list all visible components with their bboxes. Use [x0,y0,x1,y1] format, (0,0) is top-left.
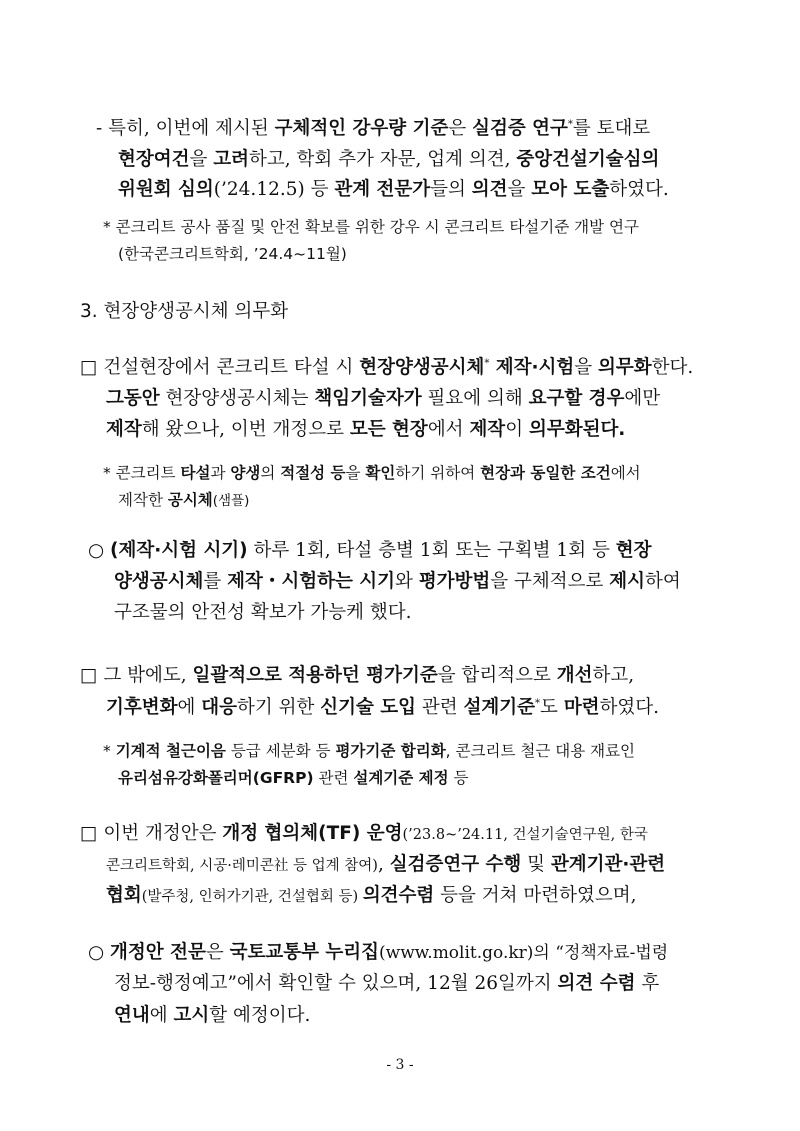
text-bold: (제작·시험 시기) [110,540,248,561]
text-bold: 국토교통부 누리집 [229,942,380,963]
text: 등을 거쳐 마련하였으며, [434,885,637,906]
para5-line3 [106,884,637,909]
text-bold: 관계기관·관련 [550,854,666,875]
text: 를 [203,571,228,592]
para4-footnote-line1 [103,740,635,762]
text-bold: 모아 도출 [531,179,610,200]
text-bold: 연내 [114,1005,150,1026]
bullet: ○ [88,540,111,561]
text-bold: 기계적 철근이음 [115,742,226,760]
text-bold: 요구할 경우 [528,388,625,409]
text: 을 합리적으로 [437,665,557,686]
text: 등급 세분화 등 [225,742,336,760]
text: 필요에 의해 [421,388,529,409]
text: , [377,854,390,875]
para1-line1 [96,117,650,141]
text: 도 [540,697,564,718]
text-bold: 확인 [365,464,396,482]
para2-line2 [106,387,660,411]
text: 하기 위하여 [395,464,481,482]
text: 하였다. [609,179,669,200]
text: 하기 위한 [237,697,321,718]
text-bold: 의견 [471,179,508,200]
text: 관련 [416,697,464,718]
text: 에 [177,697,202,718]
para4-line2 [106,696,659,720]
text-bold: 현장양생공시체 [359,357,485,378]
text: 및 [521,854,551,875]
text: 하였다. [599,697,660,718]
para6-line3 [114,1004,310,1028]
para6-line1 [88,941,668,965]
para1-footnote-line1: * 콘크리트 공사 품질 및 안전 확보를 위한 강우 시 콘크리트 타설기준 개발 연구 [103,218,639,236]
para4-footnote-line2 [118,767,469,789]
text-bold: 제시 [609,571,646,592]
text: , 콘크리트 철근 대용 재료인 [445,742,636,760]
text-bold: 의견수렴 [362,885,435,906]
text: 해 왔으나, 이번 개정으로 [141,419,350,440]
text-bold: 제작·시험 [489,357,575,378]
text-bold: 평가기준 합리화 [335,742,446,760]
text: 에만 [624,388,661,409]
text: 의 [260,464,281,482]
section-heading: 3. 현장양생공시체 의무화 [80,301,289,322]
text-bold: 일괄적으로 적용하던 평가기준 [192,665,438,686]
text: 들의 [430,179,472,200]
text: 를 토대로 [572,118,651,139]
text-bold: 고려 [213,149,249,170]
text: □ 이번 개정안은 [80,823,223,844]
para3-line2 [114,570,681,594]
text-bold: 기후변화 [106,697,178,718]
text: 관련 [313,769,354,787]
para5-line1 [80,822,648,847]
text: 정보-행정예고”에서 확인할 수 있으며, 12월 26일까지 [114,973,558,994]
text-bold: 적절성 등 [280,464,346,482]
text-bold: 타설 [180,464,211,482]
text: 한다. [651,357,694,378]
text: 제작한 [118,491,168,509]
text: □ 건설현장에서 콘크리트 타설 시 [80,357,360,378]
text-bold: 모든 현장 [349,419,428,440]
text-bold: 현장과 동일한 조건 [480,464,611,482]
text: 을 [574,357,599,378]
text-bold: 그동안 [106,388,160,409]
text-bold: 협회 [106,885,142,906]
text: 후 [635,973,660,994]
footnote-marker: * [567,118,573,130]
text-bold: 현장 [615,540,652,561]
text-bold: 제작・시험하는 시기 [227,571,396,592]
text-bold: 현장여건 [118,149,190,170]
text: 을 [507,179,532,200]
footnote-marker: * [535,697,541,709]
text: 을 [345,464,366,482]
text-bold: 공시체 [167,491,213,509]
text: 이 [505,419,529,440]
text-bold: 실검증연구 수행 [389,854,522,875]
text-small: 콘크리트학회, 시공·레미콘社 등 업계 참여) [106,858,378,874]
page-number: - 3 - [386,1057,414,1073]
para2-footnote-line2 [118,489,249,512]
text-bold: 실검증 연구 [472,118,568,139]
text: 하고, 학회 추가 자문, 업계 의견, [249,149,517,170]
text-bold: 위원회 심의 [118,179,214,200]
text: 할 예정이다. [209,1005,311,1026]
text: 을 [189,149,214,170]
text-bold: 개선 [556,665,593,686]
text: 을 구체적으로 [490,571,610,592]
para2-line1 [80,356,693,380]
text: 은 [448,118,473,139]
text-bold: 양생공시체 [114,571,204,592]
para3-line3: 구조물의 안전성 확보가 가능케 했다. [114,602,412,623]
text: 하고, [592,665,635,686]
text: * [103,742,116,760]
text: 하루 1회, 타설 층별 1회 또는 구획별 1회 등 [247,540,616,561]
text-bold: 개정안 전문 [110,942,206,963]
text: 에서 [610,464,641,482]
text: 에서 [427,419,470,440]
para1-line2 [118,148,659,172]
text-bold: 제작 [106,419,142,440]
text-bold: 설계기준 제정 [353,769,449,787]
text-bold: 제작 [469,419,506,440]
text: 현장양생공시체는 [159,388,315,409]
text-small: (샘플) [212,493,250,509]
text: 등 [448,769,469,787]
para2-footnote-line1 [103,462,641,484]
para2-line3 [106,418,625,442]
text-bold: 의무화 [598,357,652,378]
text-bold: 설계기준 [463,697,536,718]
text-bold: 대응 [201,697,237,718]
text-bold: 책임기술자가 [314,388,422,409]
text-small: (’23.8~’24.11, 건설기술연구원, 한국 [402,827,648,843]
text: 과 [210,464,231,482]
text-bold: 양생 [230,464,261,482]
text-bold: 신기술 도입 [320,697,417,718]
text-bold: 마련 [563,697,600,718]
text-bold: 관계 전문가 [334,179,431,200]
para6-line2 [114,972,659,996]
footnote-marker: * [484,357,490,369]
text-bold: 중앙건설기술심의 [516,149,660,170]
para4-line1 [80,664,634,688]
text-bold: 의무화된다. [528,419,626,440]
text-bold: 유리섬유강화폴리머(GFRP) [118,769,314,787]
para1-footnote-line2: (한국콘크리트학회, ’24.4~11월) [118,245,347,263]
text: □ 그 밖에도, [80,665,193,686]
text-small: (발주청, 인허가기관, 건설협회 등) [141,889,363,905]
text-bold: 고시 [173,1005,210,1026]
para5-line2 [106,853,665,878]
text-bold: 구체적인 강우량 기준 [274,118,449,139]
text: 와 [395,571,419,592]
text: - 특히, 이번에 제시된 [96,118,275,139]
text: (www.molit.go.kr)의 “정책자료-법령 [379,943,669,963]
text: 하여 [645,571,681,592]
text: 은 [205,942,230,963]
para1-line3 [118,178,669,202]
text-bold: 의견 수렴 [557,973,636,994]
text-bold: 평가방법 [418,571,491,592]
text: * 콘크리트 [103,464,181,482]
bullet: ○ [88,942,111,963]
para3-line1 [88,539,651,563]
text: (’24.12.5) 등 [213,179,335,200]
text-bold: 개정 협의체(TF) 운영 [222,823,403,844]
text: 에 [149,1005,174,1026]
